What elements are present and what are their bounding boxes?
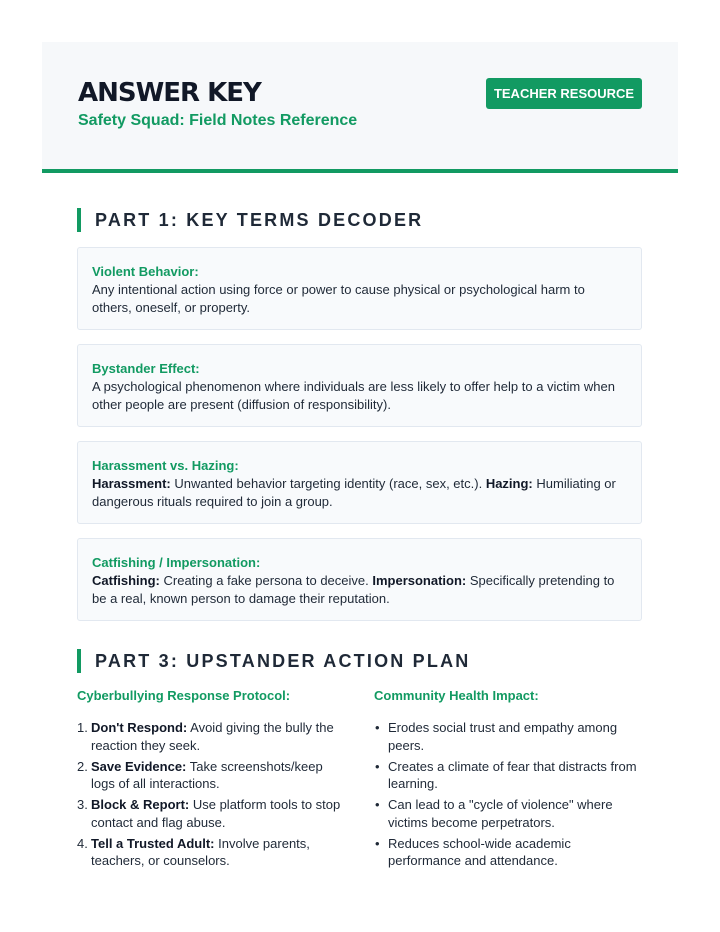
term-card-bystander-effect <box>77 344 642 427</box>
term-text-impersonation: Specifically pretending to be a real, known person to damage their reputation. <box>92 573 615 606</box>
response-protocol-list <box>77 719 345 873</box>
list-item <box>374 719 642 754</box>
impact-text: Reduces school-wide academic performance and attendance. <box>388 835 571 868</box>
step-text: Avoid giving the bully the reaction they seek. <box>91 720 334 753</box>
list-item <box>374 758 642 793</box>
bullet-icon: • <box>375 835 380 851</box>
term-title: Bystander Effect: <box>92 361 200 376</box>
step-label: Save Evidence: <box>91 758 187 774</box>
term-label-harassment: Harassment: <box>92 476 171 491</box>
page-header <box>42 42 678 173</box>
term-title: Violent Behavior: <box>92 264 199 279</box>
term-text-harassment: Unwanted behavior targeting identity (race, sex, etc.). <box>170 476 486 491</box>
list-item <box>77 835 345 870</box>
list-item <box>374 796 642 831</box>
list-item <box>77 719 345 754</box>
step-label: Block & Report: <box>91 797 190 812</box>
community-impact-heading: Community Health Impact: <box>374 688 539 703</box>
term-title: Harassment vs. Hazing: <box>92 458 239 473</box>
term-title: Catfishing / Impersonation: <box>92 555 261 570</box>
page-subtitle: Safety Squad: Field Notes Reference <box>78 112 358 129</box>
term-card-harassment-hazing <box>77 441 642 524</box>
impact-text: Creates a climate of fear that distracts from learning. <box>388 758 637 791</box>
part1-heading: PART 1: KEY TERMS DECODER <box>77 208 423 232</box>
term-label-catfishing: Catfishing: <box>92 573 160 588</box>
step-label: Don't Respond: <box>91 720 188 735</box>
step-text: Take screenshots/keep logs of all interactions. <box>91 758 323 791</box>
term-label-impersonation: Impersonation: <box>372 573 467 588</box>
step-number: 3. <box>77 797 88 812</box>
impact-text: Erodes social trust and empathy among peers. <box>388 720 618 753</box>
response-protocol-heading: Cyberbullying Response Protocol: <box>77 688 291 703</box>
step-text: Use platform tools to stop contact and flag abuse. <box>91 797 341 830</box>
term-definition <box>92 572 627 607</box>
bullet-icon: • <box>375 720 380 735</box>
step-number: 2. <box>77 758 88 774</box>
bullet-icon: • <box>375 758 380 774</box>
list-item <box>77 796 345 831</box>
term-card-violent-behavior <box>77 247 642 330</box>
bullet-icon: • <box>375 797 380 812</box>
community-impact-list <box>374 719 642 873</box>
term-text-catfishing: Creating a fake persona to deceive. <box>159 573 373 588</box>
impact-text: Can lead to a "cycle of violence" where victims become perpetrators. <box>388 797 613 830</box>
term-label-hazing: Hazing: <box>485 476 533 491</box>
page-title: ANSWER KEY <box>78 78 261 108</box>
part3-heading: PART 3: UPSTANDER ACTION PLAN <box>77 649 470 673</box>
teacher-resource-badge: TEACHER RESOURCE <box>486 78 642 109</box>
term-definition: Any intentional action using force or power to cause physical or psychological harm to others, oneself, or property. <box>92 282 585 315</box>
term-text-hazing: Humiliating or dangerous rituals required to join a group. <box>92 476 616 509</box>
list-item <box>77 758 345 793</box>
term-definition <box>92 475 627 510</box>
step-number: 4. <box>77 835 88 851</box>
step-text: Involve parents, teachers, or counselors. <box>91 835 310 868</box>
term-definition: A psychological phenomenon where individuals are less likely to offer help to a victim when other people are present (diffusion of responsibility). <box>92 379 615 412</box>
step-label: Tell a Trusted Adult: <box>91 835 215 851</box>
term-card-catfishing-impersonation <box>77 538 642 621</box>
list-item <box>374 835 642 870</box>
step-number: 1. <box>77 720 88 735</box>
